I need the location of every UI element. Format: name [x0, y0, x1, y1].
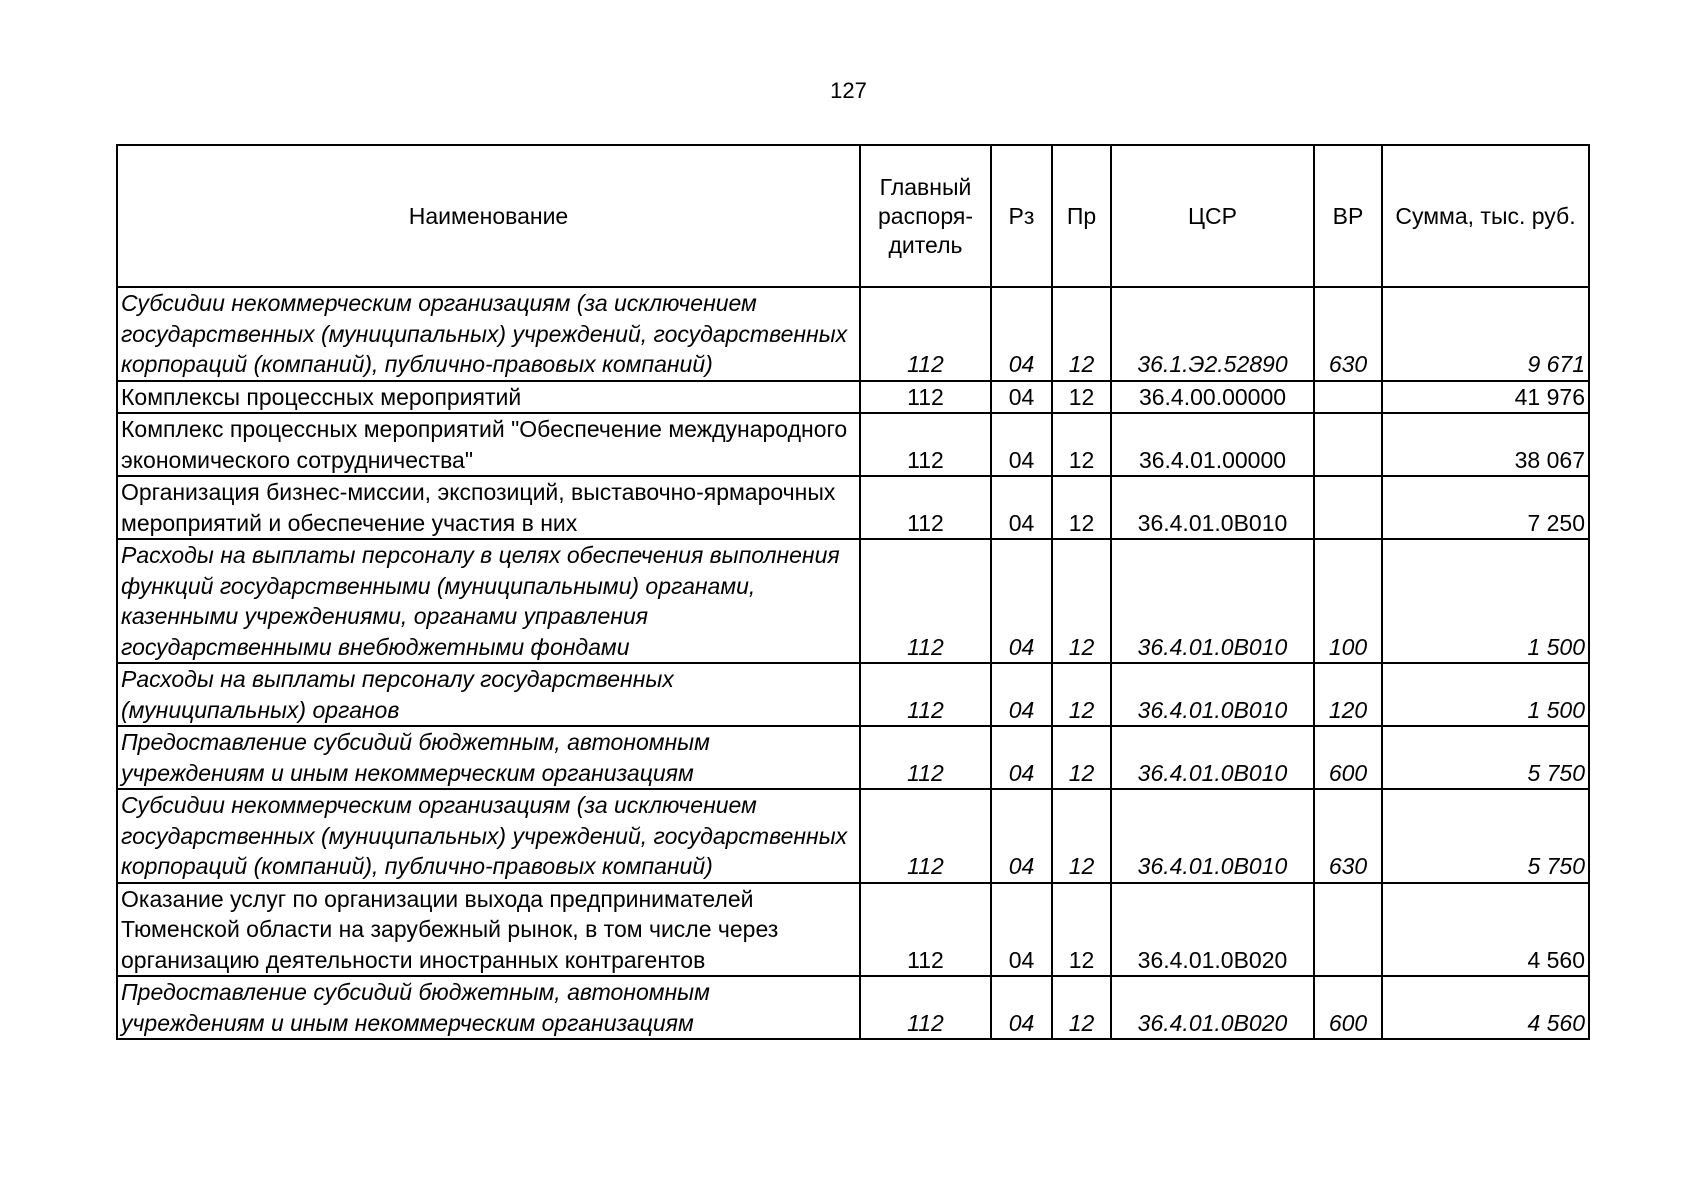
cell-amount: 5 750 — [1382, 726, 1589, 789]
cell-subsection: 12 — [1052, 976, 1111, 1039]
header-target-article: ЦСР — [1111, 145, 1314, 287]
cell-section: 04 — [991, 726, 1052, 789]
cell-subsection: 12 — [1052, 789, 1111, 883]
header-name: Наименование — [117, 145, 860, 287]
cell-expense-type: 630 — [1314, 287, 1382, 381]
budget-table — [116, 144, 1590, 1040]
cell-amount: 4 560 — [1382, 883, 1589, 977]
cell-section: 04 — [991, 663, 1052, 726]
cell-target-article: 36.4.01.0В010 — [1111, 539, 1314, 663]
table-row — [117, 883, 1589, 977]
cell-chief-administrator: 112 — [860, 976, 991, 1039]
table-header — [117, 145, 1589, 287]
table-row — [117, 287, 1589, 381]
cell-amount: 4 560 — [1382, 976, 1589, 1039]
cell-expense-type: 630 — [1314, 789, 1382, 883]
cell-section: 04 — [991, 476, 1052, 539]
cell-target-article: 36.4.01.0В020 — [1111, 883, 1314, 977]
cell-name: Предоставление субсидий бюджетным, автономным учреждениям и иным некоммерческим организациям — [117, 976, 860, 1039]
cell-section: 04 — [991, 976, 1052, 1039]
header-amount: Сумма, тыс. руб. — [1382, 145, 1589, 287]
cell-chief-administrator: 112 — [860, 287, 991, 381]
table-row — [117, 976, 1589, 1039]
cell-target-article: 36.1.Э2.52890 — [1111, 287, 1314, 381]
cell-target-article: 36.4.01.0В010 — [1111, 663, 1314, 726]
cell-name: Субсидии некоммерческим организациям (за исключением государственных (муниципальных) учреждений, государственных корпораций (компаний), публично-правовых компаний) — [117, 287, 860, 381]
cell-target-article: 36.4.01.0В010 — [1111, 726, 1314, 789]
cell-amount: 41 976 — [1382, 381, 1589, 414]
cell-chief-administrator: 112 — [860, 476, 991, 539]
cell-chief-administrator: 112 — [860, 883, 991, 977]
page-number: 127 — [830, 78, 867, 103]
cell-section: 04 — [991, 413, 1052, 476]
cell-chief-administrator: 112 — [860, 413, 991, 476]
cell-target-article: 36.4.01.0В020 — [1111, 976, 1314, 1039]
cell-chief-administrator: 112 — [860, 539, 991, 663]
table-row — [117, 381, 1589, 414]
table-row — [117, 413, 1589, 476]
cell-subsection: 12 — [1052, 883, 1111, 977]
cell-chief-administrator: 112 — [860, 789, 991, 883]
cell-expense-type — [1314, 413, 1382, 476]
cell-subsection: 12 — [1052, 381, 1111, 414]
cell-amount: 38 067 — [1382, 413, 1589, 476]
cell-name: Расходы на выплаты персоналу государственных (муниципальных) органов — [117, 663, 860, 726]
cell-chief-administrator: 112 — [860, 726, 991, 789]
cell-name: Организация бизнес-миссии, экспозиций, выставочно-ярмарочных мероприятий и обеспечение участия в них — [117, 476, 860, 539]
header-expense-type: ВР — [1314, 145, 1382, 287]
cell-expense-type: 600 — [1314, 976, 1382, 1039]
cell-subsection: 12 — [1052, 287, 1111, 381]
table-row — [117, 663, 1589, 726]
cell-section: 04 — [991, 883, 1052, 977]
cell-section: 04 — [991, 789, 1052, 883]
cell-section: 04 — [991, 539, 1052, 663]
cell-section: 04 — [991, 381, 1052, 414]
cell-amount: 7 250 — [1382, 476, 1589, 539]
cell-expense-type — [1314, 883, 1382, 977]
table-row — [117, 726, 1589, 789]
cell-name: Комплекс процессных мероприятий "Обеспечение международного экономического сотрудничества" — [117, 413, 860, 476]
cell-name: Оказание услуг по организации выхода предпринимателей Тюменской области на зарубежный рынок, в том числе через организацию деятельности иностранных контрагентов — [117, 883, 860, 977]
cell-target-article: 36.4.01.0В010 — [1111, 476, 1314, 539]
cell-expense-type: 600 — [1314, 726, 1382, 789]
header-section: Рз — [991, 145, 1052, 287]
cell-target-article: 36.4.01.0В010 — [1111, 789, 1314, 883]
cell-subsection: 12 — [1052, 413, 1111, 476]
cell-expense-type — [1314, 381, 1382, 414]
cell-name: Комплексы процессных мероприятий — [117, 381, 860, 414]
cell-amount: 5 750 — [1382, 789, 1589, 883]
table-row — [117, 539, 1589, 663]
cell-expense-type: 100 — [1314, 539, 1382, 663]
cell-name: Субсидии некоммерческим организациям (за исключением государственных (муниципальных) учреждений, государственных корпораций (компаний), публично-правовых компаний) — [117, 789, 860, 883]
table-body — [117, 287, 1589, 1039]
header-subsection: Пр — [1052, 145, 1111, 287]
header-chief-administrator: Главный распоря-дитель — [860, 145, 991, 287]
table-row — [117, 789, 1589, 883]
cell-subsection: 12 — [1052, 726, 1111, 789]
cell-subsection: 12 — [1052, 539, 1111, 663]
cell-target-article: 36.4.01.00000 — [1111, 413, 1314, 476]
table-row — [117, 476, 1589, 539]
cell-amount: 1 500 — [1382, 539, 1589, 663]
cell-expense-type: 120 — [1314, 663, 1382, 726]
cell-amount: 1 500 — [1382, 663, 1589, 726]
cell-expense-type — [1314, 476, 1382, 539]
cell-chief-administrator: 112 — [860, 381, 991, 414]
cell-chief-administrator: 112 — [860, 663, 991, 726]
cell-amount: 9 671 — [1382, 287, 1589, 381]
cell-subsection: 12 — [1052, 476, 1111, 539]
cell-section: 04 — [991, 287, 1052, 381]
cell-name: Расходы на выплаты персоналу в целях обеспечения выполнения функций государственными (муниципальными) органами, казенными учреждениями, органами управления государственными внебюджетными фондами — [117, 539, 860, 663]
cell-name: Предоставление субсидий бюджетным, автономным учреждениям и иным некоммерческим организациям — [117, 726, 860, 789]
header-row — [117, 145, 1589, 287]
cell-target-article: 36.4.00.00000 — [1111, 381, 1314, 414]
cell-subsection: 12 — [1052, 663, 1111, 726]
